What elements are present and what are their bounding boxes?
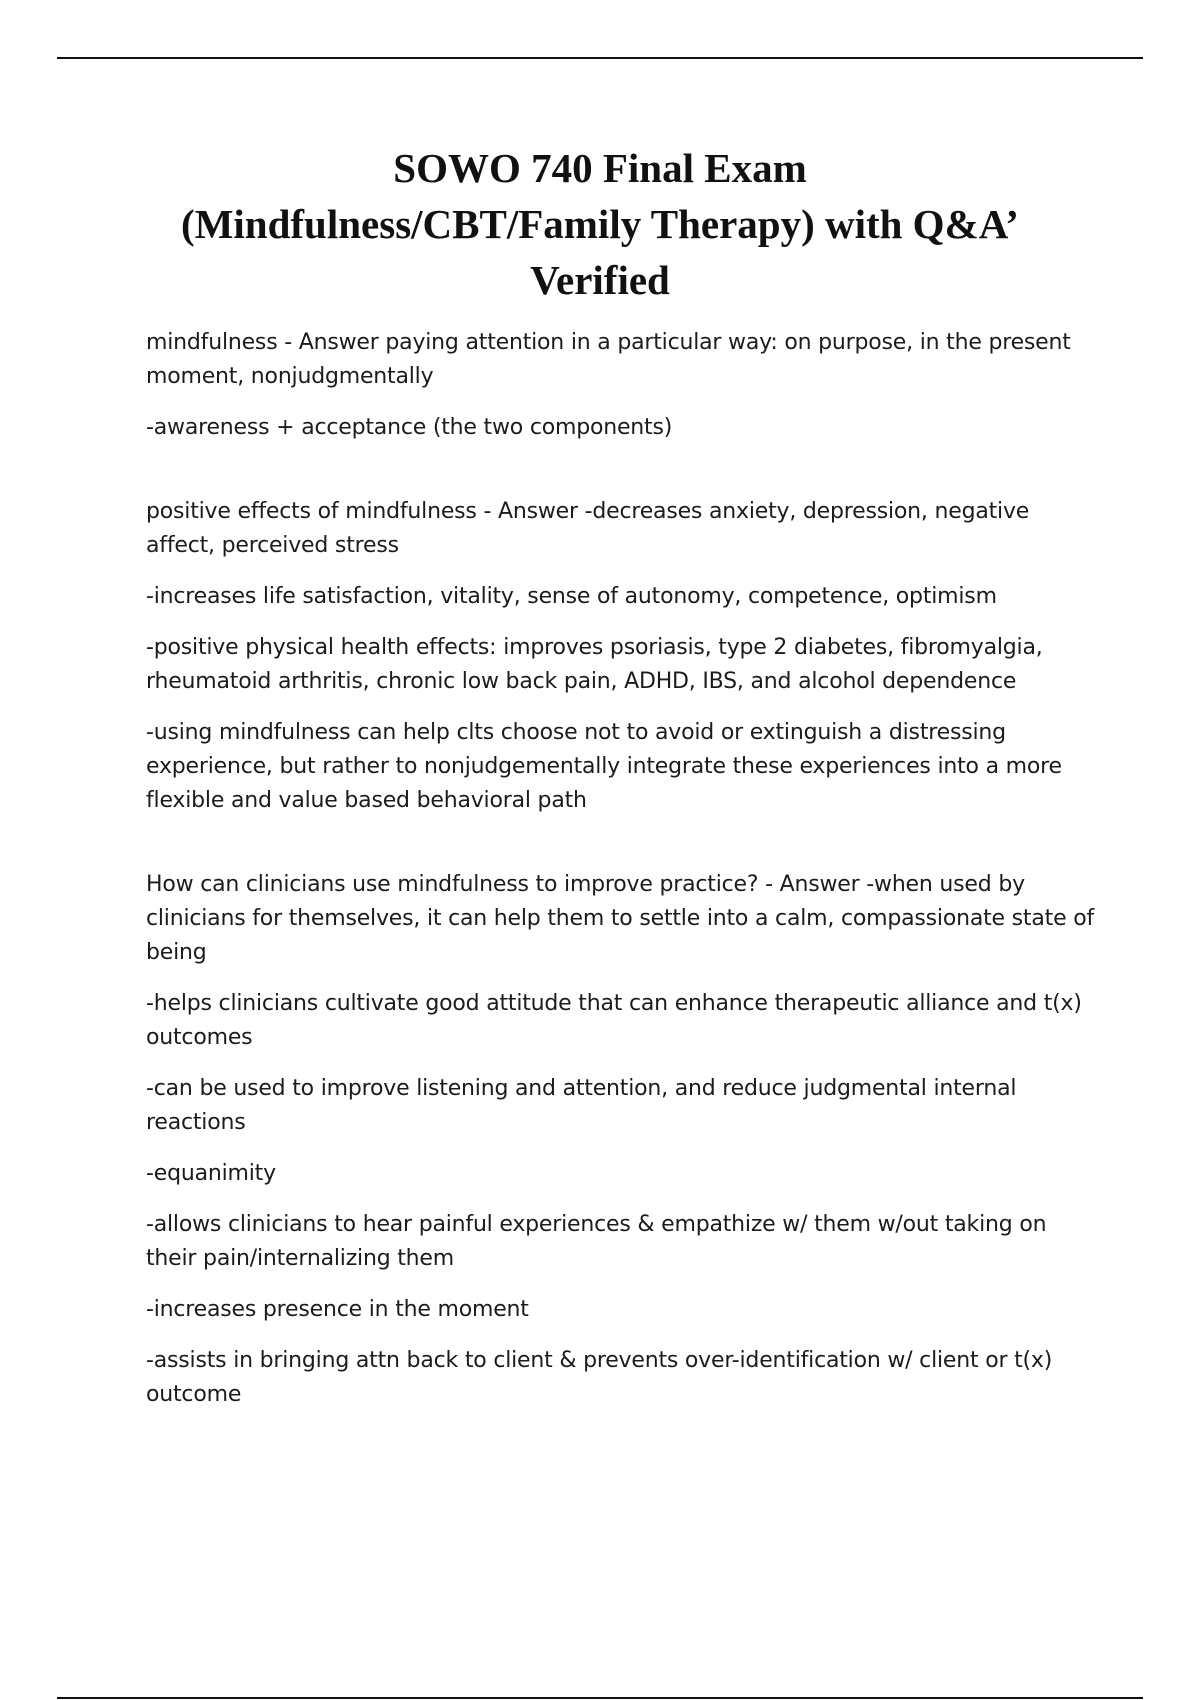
qa-section-mindfulness <box>146 326 1096 445</box>
title-line: Verified <box>530 257 670 303</box>
answer-paragraph: -positive physical health effects: improves psoriasis, type 2 diabetes, fibromyalgia, rheumatoid arthritis, chronic low back pain, ADHD, IBS, and alcohol dependence <box>146 635 1043 694</box>
answer-paragraph: -assists in bringing attn back to client & prevents over-identification w/ client or t(x) outcome <box>146 1348 1053 1407</box>
qa-question-paragraph: How can clinicians use mindfulness to improve practice? - Answer -when used by clinicians for themselves, it can help them to settle into a calm, compassionate state of being <box>146 872 1094 965</box>
document-body <box>146 326 1096 1429</box>
answer-paragraph: -can be used to improve listening and attention, and reduce judgmental internal reactions <box>146 1076 1017 1135</box>
qa-question-paragraph: positive effects of mindfulness - Answer -decreases anxiety, depression, negative affect, perceived stress <box>146 499 1030 558</box>
answer-paragraph: -increases life satisfaction, vitality, sense of autonomy, competence, optimism <box>146 584 997 609</box>
answer-paragraph: -awareness + acceptance (the two components) <box>146 415 673 440</box>
title-line: SOWO 740 Final Exam <box>393 145 807 191</box>
answer-paragraph: -increases presence in the moment <box>146 1297 529 1322</box>
answer-paragraph: -allows clinicians to hear painful experiences & empathize w/ them w/out taking on their pain/internalizing them <box>146 1212 1047 1271</box>
qa-section-clinician-practice <box>146 868 1096 1412</box>
answer-paragraph: -helps clinicians cultivate good attitude that can enhance therapeutic alliance and t(x) outcomes <box>146 991 1082 1050</box>
qa-question-paragraph: mindfulness - Answer paying attention in a particular way: on purpose, in the present moment, nonjudgmentally <box>146 330 1071 389</box>
document-title <box>90 140 1110 308</box>
answer-paragraph: -equanimity <box>146 1161 276 1186</box>
top-rule <box>57 57 1143 59</box>
qa-section-positive-effects <box>146 495 1096 818</box>
title-line: (Mindfulness/CBT/Family Therapy) with Q&A’ <box>181 201 1019 247</box>
answer-paragraph: -using mindfulness can help clts choose not to avoid or extinguish a distressing experience, but rather to nonjudgementally integrate these experiences into a more flexible and value based behavioral path <box>146 720 1062 813</box>
bottom-rule <box>57 1697 1143 1699</box>
